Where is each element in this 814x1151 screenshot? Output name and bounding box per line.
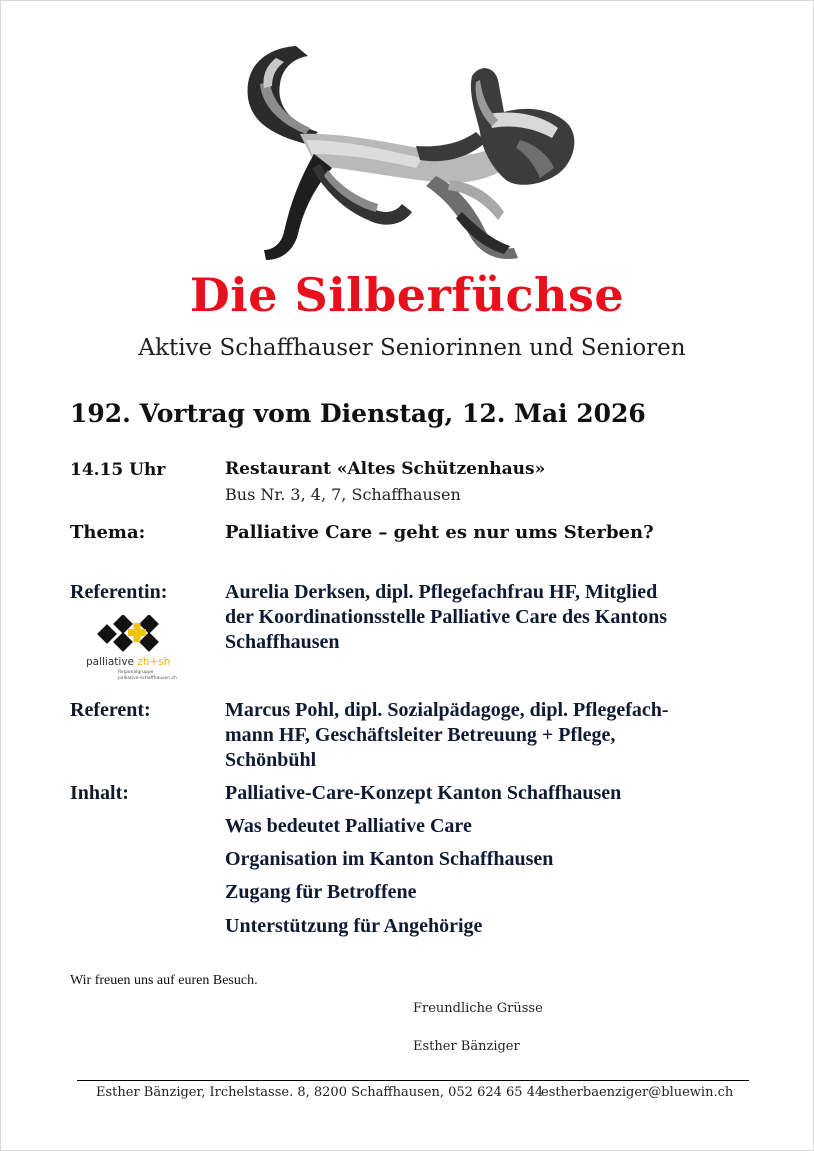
venue-bus: Bus Nr. 3, 4, 7, Schaffhausen [225, 485, 461, 504]
silver-fox-illustration [236, 36, 586, 264]
footer-address: Esther Bänziger, Irchelstasse. 8, 8200 Schaffhausen, 052 624 65 44 [96, 1085, 544, 1100]
thema-text: Palliative Care – geht es nur ums Sterben? [225, 522, 654, 543]
page-title: Die Silberfüchse [189, 268, 625, 322]
signature-text: Esther Bänziger [413, 1039, 520, 1054]
referent-label: Referent: [70, 699, 151, 721]
palliative-small-line: palliative-schaffhausen.ch [118, 676, 177, 681]
lecture-headline: 192. Vortrag vom Dienstag, 12. Mai 2026 [70, 399, 646, 428]
palliative-logo-text [86, 656, 170, 668]
invitation-text: Wir freuen uns auf euren Besuch. [70, 973, 258, 988]
page-subtitle: Aktive Schaffhauser Seniorinnen und Senioren [138, 335, 686, 361]
inhalt-item: Zugang für Betroffene [225, 881, 417, 903]
palliative-small-line: Regionalgruppe [118, 670, 154, 675]
referent-line: Marcus Pohl, dipl. Sozialpädagoge, dipl. Pflegefach- [225, 699, 669, 721]
palliative-word: palliative [86, 656, 134, 668]
referentin-label: Referentin: [70, 581, 168, 603]
greeting-text: Freundliche Grüsse [413, 1001, 543, 1016]
inhalt-item: Palliative-Care-Konzept Kanton Schaffhausen [225, 782, 622, 804]
referent-line: Schönbühl [225, 749, 317, 771]
inhalt-item: Unterstützung für Angehörige [225, 915, 483, 937]
event-time: 14.15 Uhr [70, 460, 166, 480]
footer-divider [77, 1080, 749, 1081]
referentin-details [225, 580, 725, 655]
footer-email: estherbaenziger@bluewin.ch [541, 1085, 734, 1100]
thema-label: Thema: [70, 522, 146, 543]
referentin-line: der Koordinationsstelle Palliative Care des Kantons [225, 606, 668, 628]
referentin-line: Schaffhausen [225, 631, 340, 653]
referent-details [225, 698, 725, 773]
venue-block [225, 457, 545, 507]
inhalt-label: Inhalt: [70, 782, 129, 804]
referent-line: mann HF, Geschäftsleiter Betreuung + Pflege, [225, 724, 616, 746]
inhalt-item: Was bedeutet Palliative Care [225, 815, 472, 837]
venue-name: Restaurant «Altes Schützenhaus» [225, 459, 546, 479]
palliative-suffix: zh+sh [137, 656, 171, 668]
inhalt-item: Organisation im Kanton Schaffhausen [225, 848, 554, 870]
referentin-line: Aurelia Derksen, dipl. Pflegefachfrau HF, Mitglied [225, 581, 658, 603]
